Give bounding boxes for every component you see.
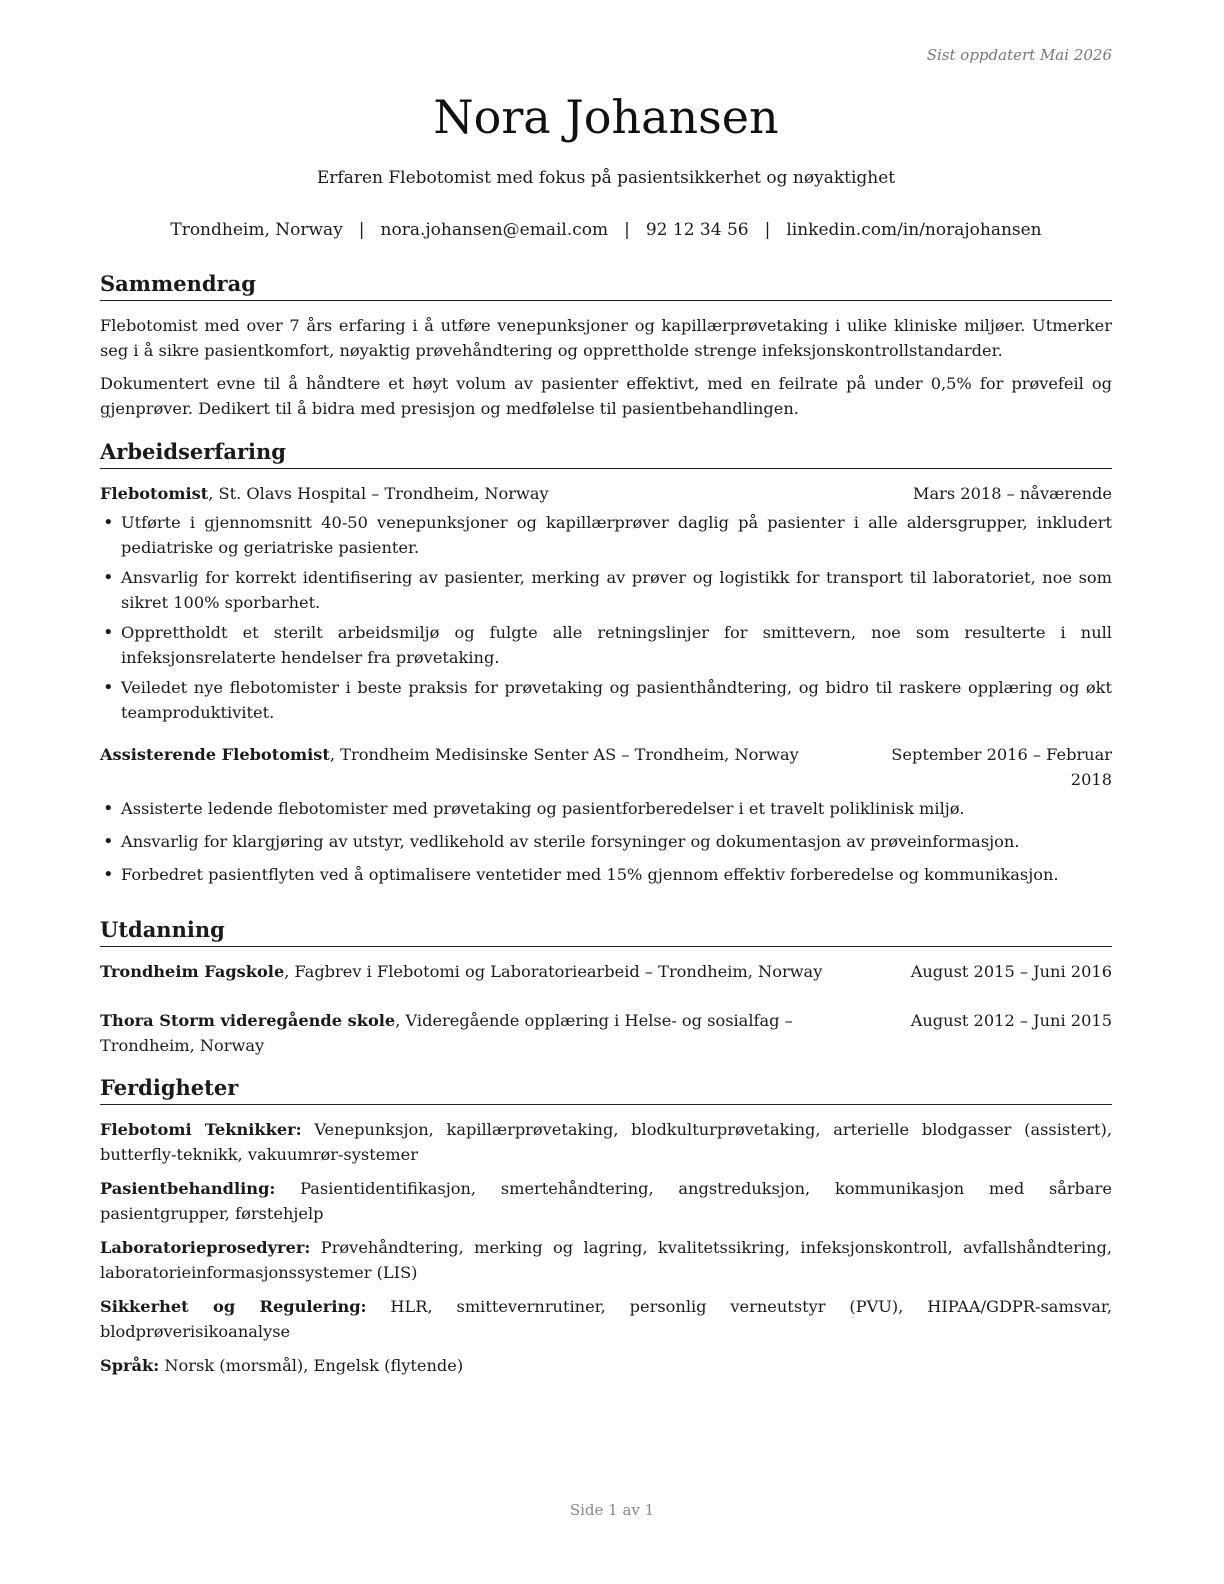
- education-detail: , Videregående opplæring i Helse- og sosialfag – Trondheim, Norway: [100, 1011, 793, 1055]
- section-title: Sammendrag: [100, 270, 1112, 301]
- skill-text: Prøvehåndtering, merking og lagring, kvalitetssikring, infeksjonskontroll, avfallshåndtering, laboratorieinformasjonssystemer (LIS): [100, 1238, 1112, 1282]
- contact-location: Trondheim, Norway: [170, 220, 343, 240]
- job-header: [100, 481, 1112, 506]
- job-bullet: • Utførte i gjennomsnitt 40-50 venepunksjoner og kapillærprøver daglig på pasienter i alle aldersgrupper, inkludert pediatriske og geriatriske pasienter.: [100, 510, 1112, 560]
- education-dates: August 2012 – Juni 2015: [910, 1011, 1112, 1030]
- skill-text: Venepunksjon, kapillærprøvetaking, blodkulturprøvetaking, arterielle blodgasser (assistert), butterfly-teknikk, vakuumrør-systemer: [100, 1120, 1112, 1164]
- contact-separator: |: [358, 220, 365, 240]
- job-dates: Mars 2018 – nåværende: [912, 484, 1112, 503]
- job-bullet: • Veiledet nye flebotomister i beste praksis for prøvetaking og pasienthåndtering, og bidro til raskere opplæring og økt teamproduktivitet.: [100, 675, 1112, 725]
- skill-item: [100, 1117, 1112, 1167]
- contact-line: [100, 220, 1112, 240]
- education-detail: , Fagbrev i Flebotomi og Laboratoriearbeid – Trondheim, Norway: [284, 962, 823, 981]
- job-bullet: • Assisterte ledende flebotomister med prøvetaking og pasientforberedelser i et travelt poliklinisk miljø.: [100, 796, 1112, 821]
- contact-separator: |: [764, 220, 771, 240]
- skill-item: [100, 1353, 1112, 1378]
- skill-item: [100, 1176, 1112, 1226]
- section-title: Ferdigheter: [100, 1074, 1112, 1105]
- contact-email[interactable]: nora.johansen@email.com: [380, 220, 609, 240]
- job-bullets: [100, 510, 1112, 725]
- job-dates: September 2016 – Februar 2018: [891, 745, 1112, 789]
- last-updated: Sist oppdatert Mai 2026: [926, 46, 1112, 64]
- section-title: Arbeidserfaring: [100, 438, 1112, 469]
- experience-section: [100, 438, 1112, 895]
- skill-label: Flebotomi Teknikker:: [100, 1120, 302, 1139]
- skill-text: Norsk (morsmål), Engelsk (flytende): [159, 1356, 464, 1375]
- skill-item: [100, 1294, 1112, 1344]
- skill-item: [100, 1235, 1112, 1285]
- skill-label: Sikkerhet og Regulering:: [100, 1297, 367, 1316]
- skills-section: [100, 1074, 1112, 1387]
- skill-text: Pasientidentifikasjon, smertehåndtering, angstreduksjon, kommunikasjon med sårbare pasientgrupper, førstehjelp: [100, 1179, 1112, 1223]
- skill-label: Språk:: [100, 1356, 160, 1375]
- summary-section: [100, 270, 1112, 429]
- contact-phone[interactable]: 92 12 34 56: [645, 220, 749, 240]
- candidate-name: Nora Johansen: [433, 90, 779, 144]
- job-employer: , St. Olavs Hospital – Trondheim, Norway: [208, 484, 549, 503]
- job-bullets: [100, 796, 1112, 887]
- education-entry: [100, 1008, 1112, 1058]
- job-entry: [100, 742, 1112, 887]
- job-bullet: • Ansvarlig for korrekt identifisering av pasienter, merking av prøver og logistikk for transport til laboratoriet, noe som sikret 100% sporbarhet.: [100, 565, 1112, 615]
- skill-label: Laboratorieprosedyrer:: [100, 1238, 311, 1257]
- school-name: Trondheim Fagskole: [100, 962, 285, 981]
- job-entry: [100, 481, 1112, 725]
- page-number: Side 1 av 1: [569, 1501, 655, 1519]
- school-name: Thora Storm videregående skole: [100, 1011, 396, 1030]
- skill-text: HLR, smittevernrutiner, personlig verneutstyr (PVU), HIPAA/GDPR-samsvar, blodprøverisikoanalyse: [100, 1297, 1112, 1341]
- education-dates: August 2015 – Juni 2016: [910, 962, 1112, 981]
- tagline: Erfaren Flebotomist med fokus på pasientsikkerhet og nøyaktighet: [316, 168, 896, 188]
- contact-separator: |: [624, 220, 630, 240]
- section-title: Utdanning: [100, 916, 1112, 947]
- education-entry: [100, 959, 1112, 984]
- job-header: [100, 742, 1112, 792]
- contact-linkedin[interactable]: linkedin.com/in/norajohansen: [786, 220, 1042, 240]
- job-role: Assisterende Flebotomist: [100, 745, 330, 764]
- skill-label: Pasientbehandling:: [100, 1179, 276, 1198]
- summary-paragraph: Dokumentert evne til å håndtere et høyt volum av pasienter effektivt, med en feilrate på under 0,5% for prøvefeil og gjenprøver. Dedikert til å bidra med presisjon og medfølelse til pasientbehandlingen.: [100, 374, 1112, 418]
- job-bullet: • Ansvarlig for klargjøring av utstyr, vedlikehold av sterile forsyninger og dokumentasjon av prøveinformasjon.: [100, 829, 1112, 854]
- job-bullet: • Opprettholdt et sterilt arbeidsmiljø og fulgte alle retningslinjer for smittevern, noe som resulterte i null infeksjonsrelaterte hendelser fra prøvetaking.: [100, 620, 1112, 670]
- job-bullet: • Forbedret pasientflyten ved å optimalisere ventetider med 15% gjennom effektiv forberedelse og kommunikasjon.: [100, 862, 1112, 887]
- job-employer: , Trondheim Medisinske Senter AS – Trondheim, Norway: [329, 745, 799, 764]
- summary-paragraph: Flebotomist med over 7 års erfaring i å utføre venepunksjoner og kapillærprøvetaking i ulike kliniske miljøer. Utmerker seg i å sikre pasientkomfort, nøyaktig prøvehåndtering og opprettholde strenge infeksjonskontrollstandarder.: [100, 316, 1112, 360]
- job-role: Flebotomist: [100, 484, 209, 503]
- education-section: [100, 916, 1112, 1058]
